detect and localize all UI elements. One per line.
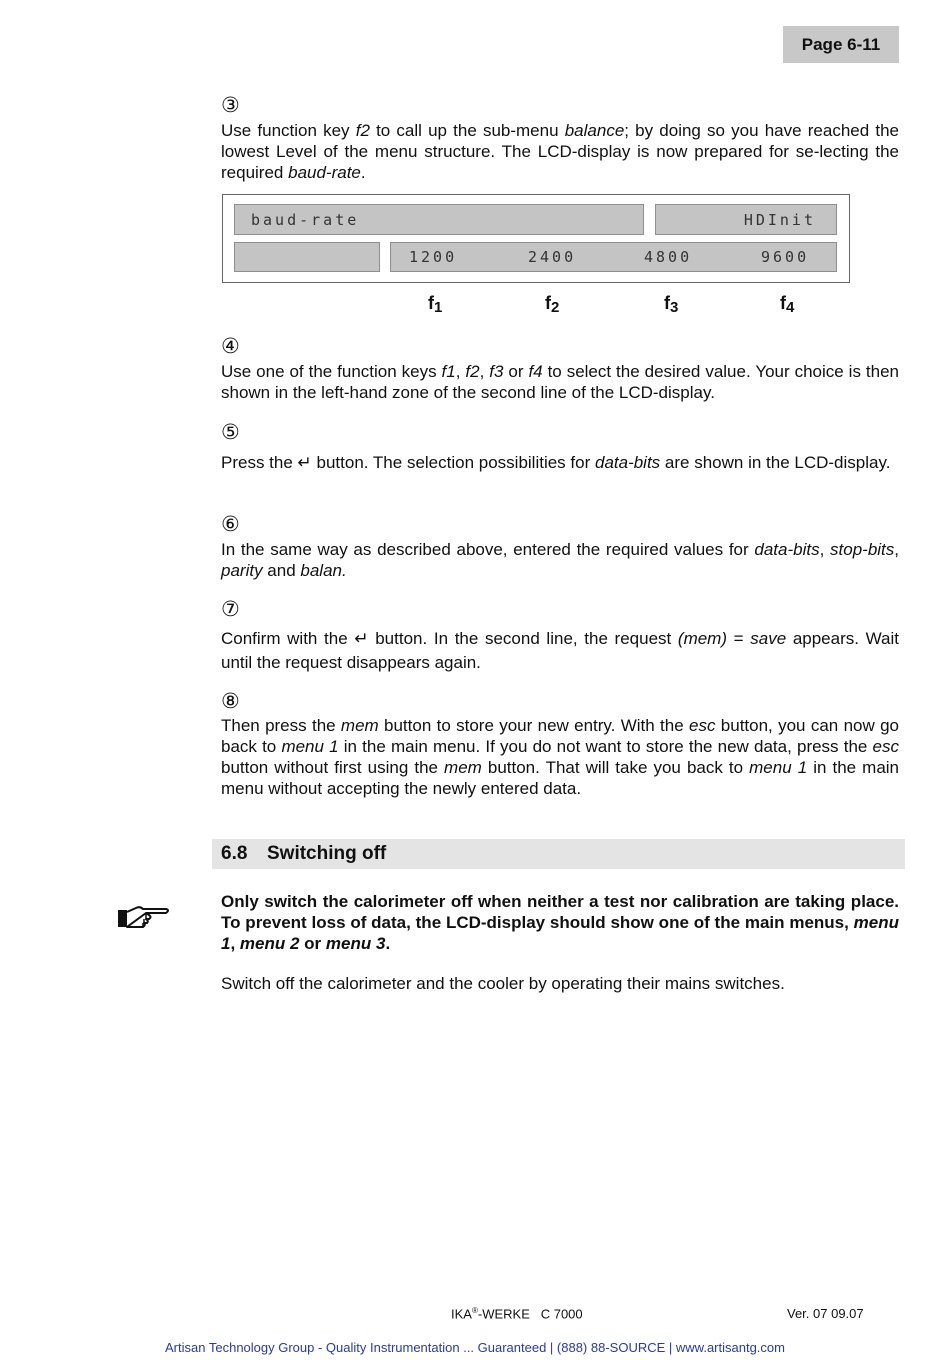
step-8-text: Then press the mem button to store your new entry. With the esc button, you can now go back to menu 1 in the main menu. If you do not want to store the new data, press the esc button without first using the mem button. That will take you back to menu 1 in the main menu without accepting the newly entered data.	[221, 716, 900, 798]
step-5-marker: ⑤	[221, 420, 240, 444]
lcd-value-3: 4800	[644, 248, 693, 266]
lcd-line2-left-zone	[234, 242, 380, 272]
footer-version: Ver. 07 09.07	[787, 1306, 864, 1321]
step-7-marker: ⑦	[221, 597, 240, 621]
lcd-line2-values	[390, 242, 837, 272]
closing-text: Switch off the calorimeter and the cooler by operating their mains switches.	[221, 974, 785, 993]
lcd-value-2: 2400	[528, 248, 577, 266]
step-3-text: Use function key f2 to call up the sub-menu balance; by doing so you have reached the lowest Level of the menu structure. The LCD-display is now prepared for se-lecting the required baud-rate.	[221, 121, 899, 182]
function-key-f2: $f_2$	[545, 293, 560, 316]
step-6-marker: ⑥	[221, 512, 240, 536]
enter-key-icon: ↵	[354, 629, 369, 648]
step-5-text: Press the ↵ button. The selection possibilities for data-bits are shown in the LCD-display.	[221, 453, 891, 472]
function-key-f4: $f_4$	[780, 293, 795, 316]
section-title: Switching off	[267, 843, 387, 864]
lcd-line1-right: HDInit	[655, 204, 837, 235]
lcd-value-1: 1200	[409, 248, 458, 266]
step-4-text: Use one of the function keys f1, f2, f3 or f4 to select the desired value. Your choice is then shown in the left-hand zone of the second line of the LCD-display.	[221, 362, 899, 402]
lcd-line1-left: baud-rate	[234, 204, 644, 235]
enter-key-icon: ↵	[297, 453, 312, 472]
section-number: 6.8	[221, 843, 248, 864]
warning-note: Only switch the calorimeter off when neither a test nor calibration are taking place. To prevent loss of data, the LCD-display should show one of the main menus, menu 1, menu 2 or menu 3.	[221, 892, 899, 953]
lcd-display	[222, 194, 850, 283]
step-3-marker: ③	[221, 93, 240, 117]
step-7-text: Confirm with the ↵ button. In the second line, the request (mem) = save appears. Wait until the request disappears again.	[221, 629, 899, 672]
step-6-text: In the same way as described above, entered the required values for data-bits, stop-bits, parity and balan.	[221, 540, 900, 580]
section-heading	[212, 839, 905, 869]
function-key-f1: $f_1$	[428, 293, 443, 316]
function-key-f3: $f_3$	[664, 293, 679, 316]
page-number-badge: Page 6-11	[783, 26, 899, 63]
pointing-hand-icon	[116, 901, 172, 931]
footer-link[interactable]: Artisan Technology Group - Quality Instrumentation ... Guaranteed | (888) 88-SOURCE | www.artisantg.com	[165, 1340, 785, 1355]
step-4-marker: ④	[221, 334, 240, 358]
footer-brand: IKA®-WERKE C 7000	[451, 1306, 583, 1322]
lcd-value-4: 9600	[761, 248, 810, 266]
step-8-marker: ⑧	[221, 689, 240, 713]
